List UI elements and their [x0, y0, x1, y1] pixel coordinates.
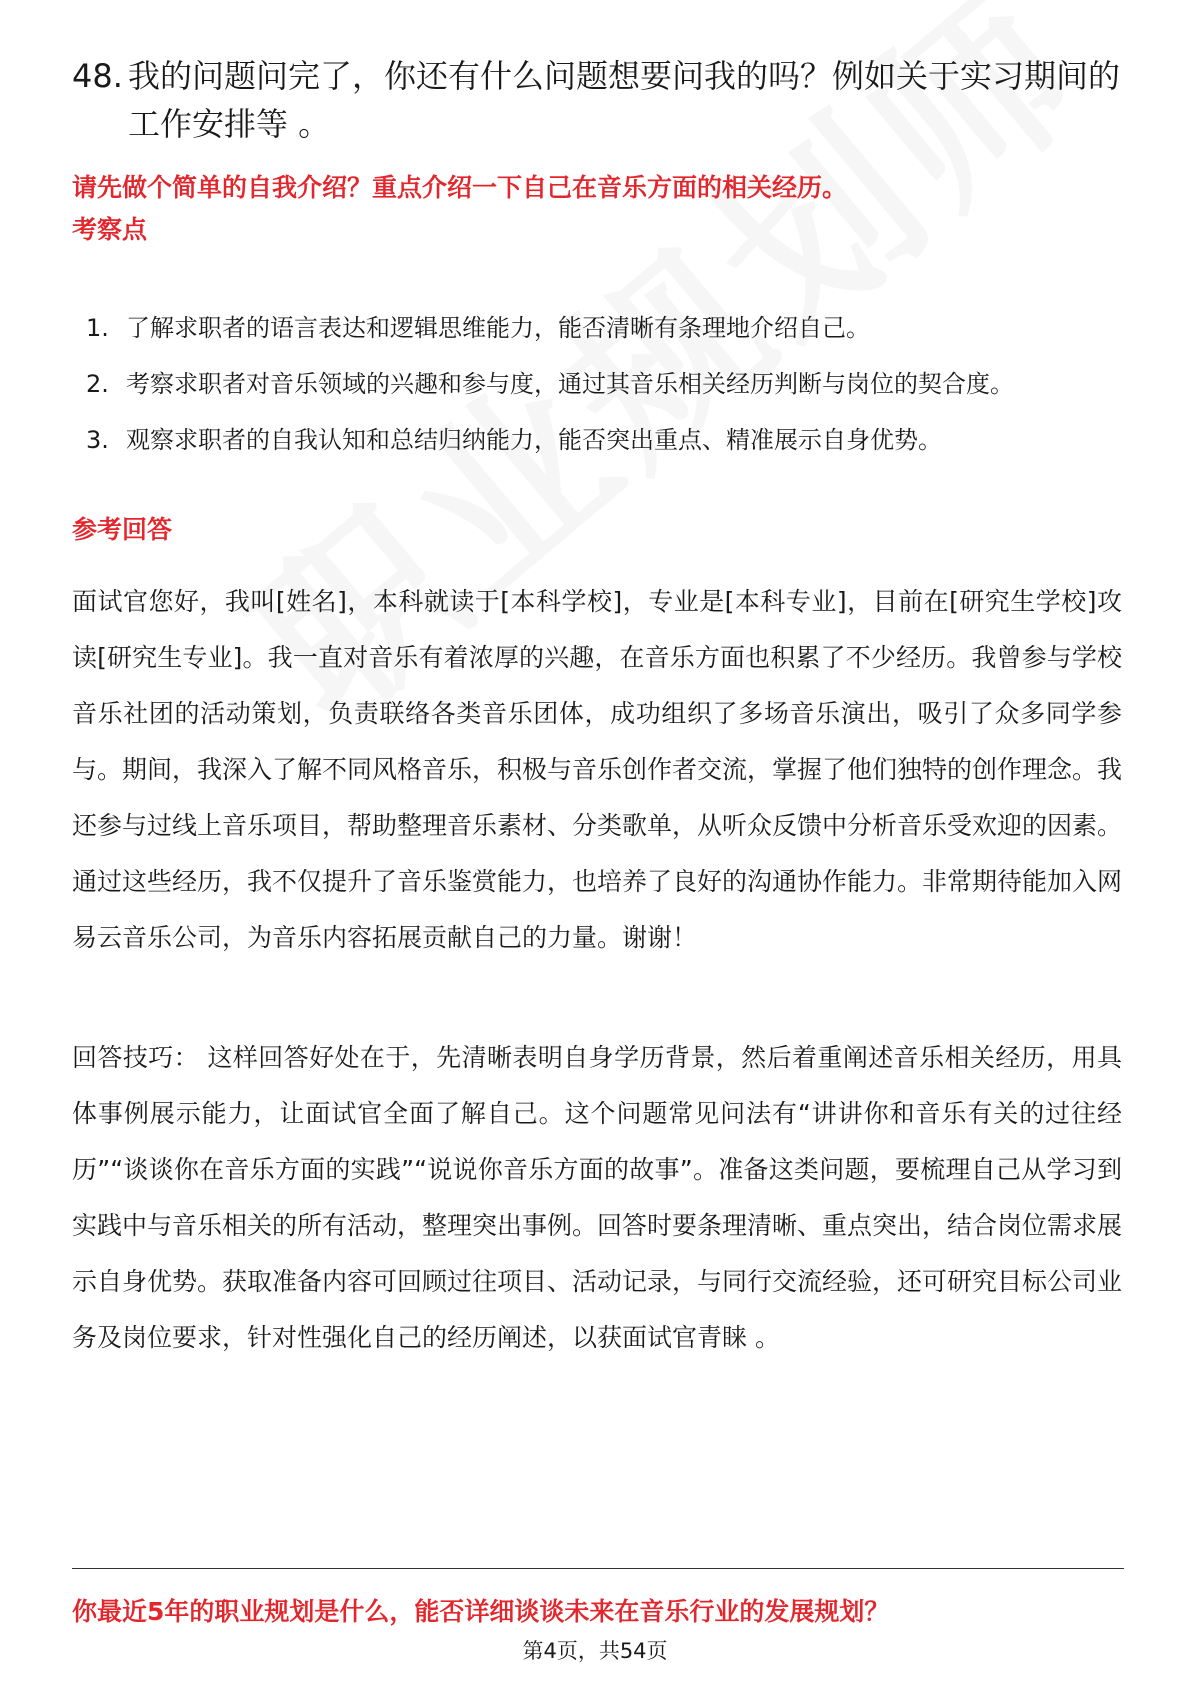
question-number: 48.: [72, 57, 123, 95]
answer-tips: 回答技巧： 这样回答好处在于，先清晰表明自身学历背景，然后着重阐述音乐相关经历，用具体事例展示能力，让面试官全面了解自己。这个问题常见问法有“讲讲你和音乐有关的过往经历”“谈谈你在音乐方面的实践”“说说你音乐方面的故事”。准备这类问题，要梳理自己从学习到实践中与音乐相关的所有活动，整理突出事例。回答时要条理清晰、重点突出，结合岗位需求展示自身优势。获取准备内容可回顾过往项目、活动记录，与同行交流经验，还可研究目标公司业务及岗位要求，针对性强化自己的经历阐述，以获面试官青睐 。: [72, 1043, 1123, 1352]
list-item-number: 3.: [86, 426, 109, 454]
list-item: [72, 356, 1122, 412]
page-number: 第4页，共54页: [522, 1639, 668, 1663]
list-item-text: 了解求职者的语言表达和逻辑思维能力，能否清晰有条理地介绍自己。: [126, 314, 870, 342]
assessment-label: 考察点: [72, 215, 148, 244]
question-heading: [72, 52, 1122, 148]
assessment-points: [72, 300, 1122, 468]
current-question: 请先做个简单的自我介绍？重点介绍一下自己在音乐方面的相关经历。: [72, 173, 848, 202]
list-item-text: 考察求职者对音乐领域的兴趣和参与度，通过其音乐相关经历判断与岗位的契合度。: [126, 370, 1014, 398]
list-item: [72, 300, 1122, 356]
list-item-text: 观察求职者的自我认知和总结归纳能力，能否突出重点、精准展示自身优势。: [126, 426, 942, 454]
list-item-number: 1.: [86, 314, 109, 342]
reference-answer: 面试官您好，我叫[姓名]，本科就读于[本科学校]，专业是[本科专业]，目前在[研究生学校]攻读[研究生专业]。我一直对音乐有着浓厚的兴趣，在音乐方面也积累了不少经历。我曾参与学校音乐社团的活动策划，负责联络各类音乐团体，成功组织了多场音乐演出，吸引了众多同学参与。期间，我深入了解不同风格音乐，积极与音乐创作者交流，掌握了他们独特的创作理念。我还参与过线上音乐项目，帮助整理音乐素材、分类歌单，从听众反馈中分析音乐受欢迎的因素。通过这些经历，我不仅提升了音乐鉴赏能力，也培养了良好的沟通协作能力。非常期待能加入网易云音乐公司，为音乐内容拓展贡献自己的力量。谢谢！: [72, 587, 1123, 952]
list-item-number: 2.: [86, 370, 109, 398]
next-question: 你最近5年的职业规划是什么，能否详细谈谈未来在音乐行业的发展规划？: [72, 1597, 890, 1626]
question-text: 我的问题问完了，你还有什么问题想要问我的吗？例如关于实习期间的工作安排等 。: [128, 57, 1121, 143]
divider: [72, 1568, 1124, 1569]
reference-label: 参考回答: [72, 515, 173, 544]
list-item: [72, 412, 1122, 468]
